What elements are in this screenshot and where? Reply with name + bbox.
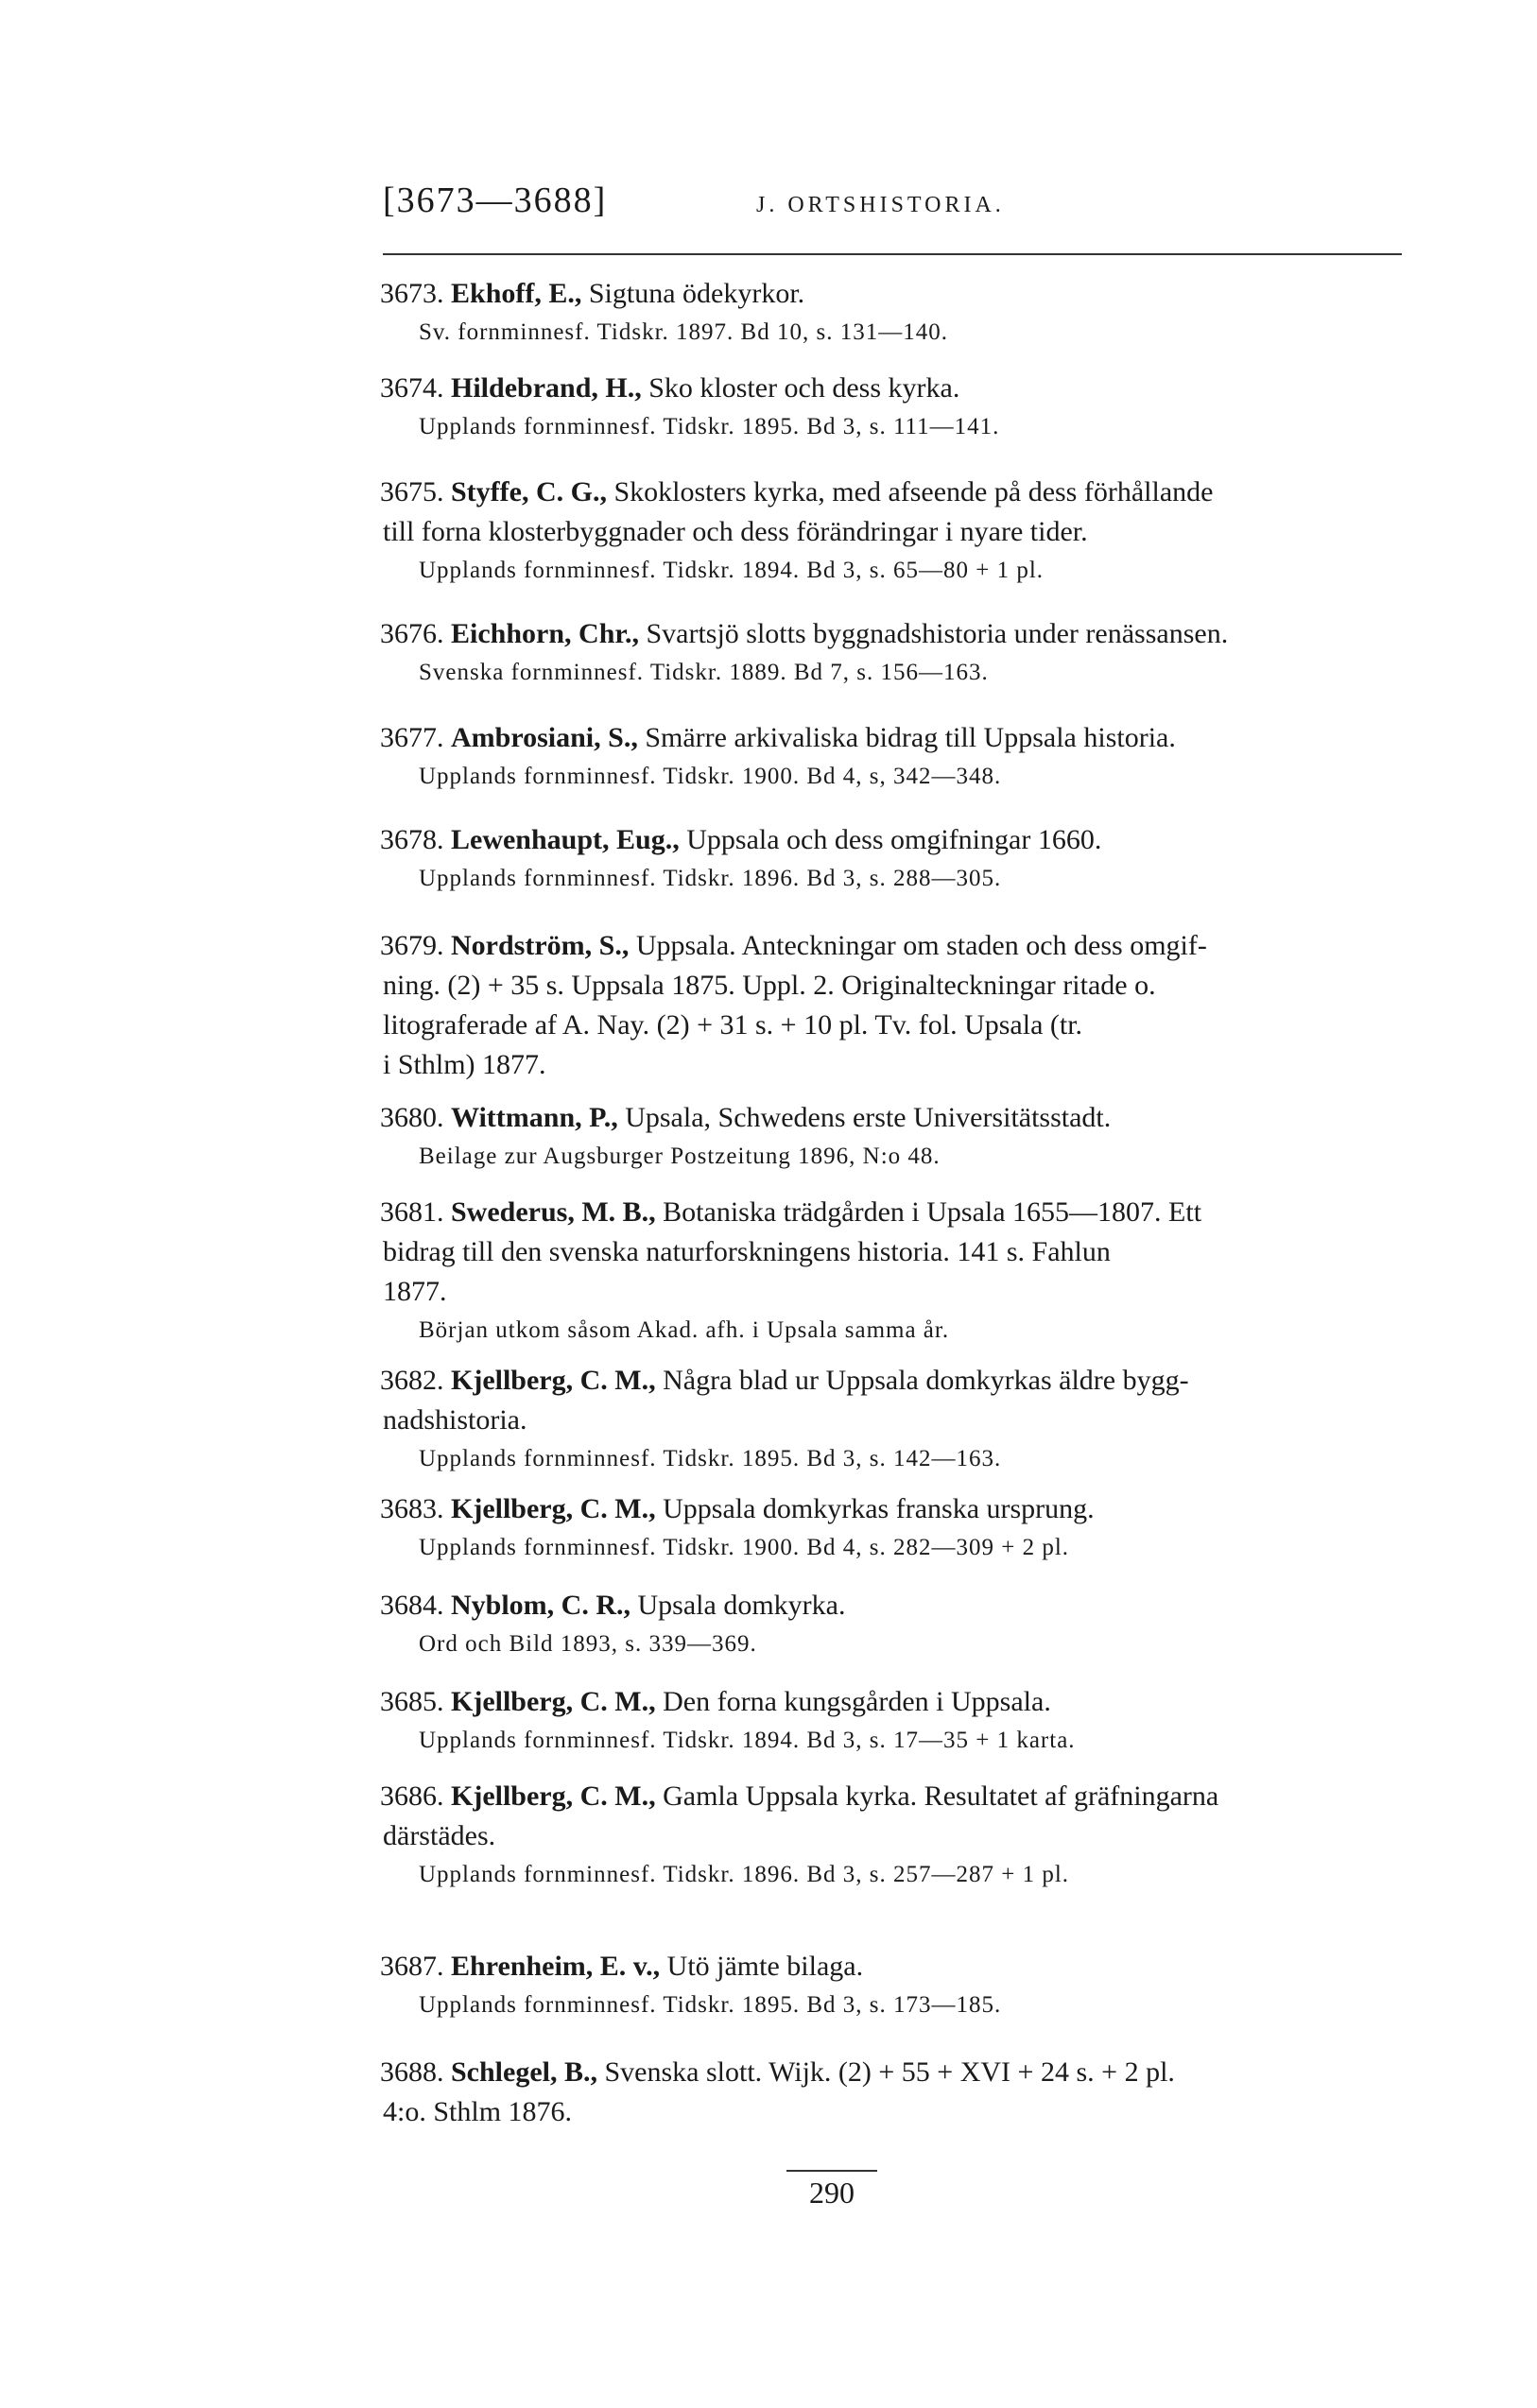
entry-title: Uppsala och dess omgifningar 1660. xyxy=(686,824,1102,855)
entry-first-line xyxy=(380,1361,1408,1401)
bibliography-entry xyxy=(380,473,1408,590)
entry-first-line xyxy=(380,1682,1408,1722)
entry-author: Lewenhaupt, Eug., xyxy=(451,824,680,855)
entry-title: 1877. xyxy=(383,1276,447,1307)
entry-publication: Upplands fornminnesf. Tidskr. 1895. Bd 3, s. 142—163. xyxy=(419,1446,1002,1471)
entry-number: 3674. xyxy=(380,372,444,404)
entry-number: 3673. xyxy=(380,278,444,309)
bibliography-entry xyxy=(380,926,1408,1085)
entry-author: Schlegel, B., xyxy=(451,2056,597,2088)
entry-number: 3687. xyxy=(380,1951,444,1982)
entry-author: Kjellberg, C. M., xyxy=(451,1493,656,1524)
entry-title: Svenska slott. Wijk. (2) + 55 + XVI + 24 s. + 2 pl. xyxy=(604,2056,1175,2088)
entry-first-line xyxy=(380,473,1408,512)
bibliography-entry xyxy=(380,718,1408,796)
entry-continuation-line xyxy=(383,1045,1408,1085)
entry-title: Gamla Uppsala kyrka. Resultatet af gräfningarna xyxy=(663,1780,1219,1812)
entry-first-line xyxy=(380,820,1408,860)
entry-number: 3680. xyxy=(380,1102,444,1133)
entry-first-line xyxy=(380,1489,1408,1529)
entry-publication: Upplands fornminnesf. Tidskr. 1900. Bd 4, s, 342—348. xyxy=(419,764,1002,789)
entry-title: Upsala domkyrka. xyxy=(637,1590,846,1621)
entry-author: Nyblom, C. R., xyxy=(451,1590,631,1621)
entry-number: 3675. xyxy=(380,476,444,507)
entry-author: Nordström, S., xyxy=(451,930,630,961)
entry-title: i Sthlm) 1877. xyxy=(383,1049,546,1080)
entry-first-line xyxy=(380,1193,1408,1232)
entry-author: Kjellberg, C. M., xyxy=(451,1686,656,1717)
entry-continuation-line xyxy=(383,1816,1408,1856)
entry-publication: Beilage zur Augsburger Postzeitung 1896, N:o 48. xyxy=(419,1144,941,1169)
entry-first-line xyxy=(380,2053,1408,2092)
section-title: J. ORTSHISTORIA. xyxy=(756,193,1005,217)
entry-continuation-line xyxy=(383,966,1408,1006)
bibliography-entry xyxy=(380,2053,1408,2132)
entry-number: 3683. xyxy=(380,1493,444,1524)
entry-publication: Ord och Bild 1893, s. 339—369. xyxy=(419,1631,757,1657)
entry-publication: Upplands fornminnesf. Tidskr. 1896. Bd 3, s. 288—305. xyxy=(419,866,1002,891)
entry-first-line xyxy=(380,1586,1408,1625)
entry-number: 3677. xyxy=(380,722,444,753)
entry-title: Sko kloster och dess kyrka. xyxy=(648,372,960,404)
entry-author: Hildebrand, H., xyxy=(451,372,642,404)
entry-first-line xyxy=(380,926,1408,966)
entry-title: bidrag till den svenska naturforskningens historia. 141 s. Fahlun xyxy=(383,1236,1111,1267)
entry-publication: Upplands fornminnesf. Tidskr. 1900. Bd 4, s. 282—309 + 2 pl. xyxy=(419,1535,1070,1560)
entry-title: Utö jämte bilaga. xyxy=(666,1951,864,1982)
entry-title: litograferade af A. Nay. (2) + 31 s. + 10 pl. Tv. fol. Upsala (tr. xyxy=(383,1009,1083,1041)
bibliography-entry xyxy=(380,1361,1408,1478)
entry-number: 3686. xyxy=(380,1780,444,1812)
entry-publication: Upplands fornminnesf. Tidskr. 1896. Bd 3, s. 257—287 + 1 pl. xyxy=(419,1862,1070,1887)
page-number: 290 xyxy=(809,2176,855,2210)
entry-number: 3676. xyxy=(380,618,444,649)
entry-continuation-line xyxy=(383,1272,1408,1312)
page-number-rule xyxy=(786,2170,877,2172)
entry-author: Swederus, M. B., xyxy=(451,1196,656,1228)
entry-publication: Svenska fornminnesf. Tidskr. 1889. Bd 7, s. 156—163. xyxy=(419,660,989,685)
entry-title: Sigtuna ödekyrkor. xyxy=(588,278,805,309)
bibliography-entry xyxy=(380,1586,1408,1663)
entry-continuation-line xyxy=(383,1401,1408,1440)
entry-number: 3684. xyxy=(380,1590,444,1621)
entry-title: 4:o. Sthlm 1876. xyxy=(383,2096,573,2127)
entry-publication: Början utkom såsom Akad. afh. i Upsala samma år. xyxy=(419,1317,950,1343)
bibliography-entry xyxy=(380,274,1408,352)
bibliography-entry xyxy=(380,1489,1408,1567)
entry-first-line xyxy=(380,1947,1408,1987)
entry-title: Skoklosters kyrka, med afseende på dess förhållande xyxy=(613,476,1214,507)
entry-publication: Upplands fornminnesf. Tidskr. 1895. Bd 3, s. 173—185. xyxy=(419,1992,1002,2018)
entry-publication: Upplands fornminnesf. Tidskr. 1894. Bd 3, s. 65—80 + 1 pl. xyxy=(419,558,1045,583)
entry-author: Styffe, C. G., xyxy=(451,476,607,507)
bibliography-entry xyxy=(380,1682,1408,1760)
entry-publication: Sv. fornminnesf. Tidskr. 1897. Bd 10, s. 131—140. xyxy=(419,319,948,345)
entry-author: Ambrosiani, S., xyxy=(451,722,638,753)
header-rule xyxy=(383,253,1402,255)
bibliography-entry xyxy=(380,614,1408,692)
entry-publication: Upplands fornminnesf. Tidskr. 1895. Bd 3, s. 111—141. xyxy=(419,414,1000,439)
bibliography-entry xyxy=(380,1947,1408,2024)
entry-continuation-line xyxy=(383,1006,1408,1045)
entry-author: Kjellberg, C. M., xyxy=(451,1780,656,1812)
entry-title: Svartsjö slotts byggnadshistoria under renässansen. xyxy=(646,618,1229,649)
entry-title: Uppsala. Anteckningar om staden och dess omgif- xyxy=(635,930,1207,961)
entry-range: [3673—3688] xyxy=(383,181,608,220)
bibliography-entry xyxy=(380,820,1408,898)
entry-title: ning. (2) + 35 s. Uppsala 1875. Uppl. 2. Originalteckningar ritade o. xyxy=(383,970,1156,1001)
entry-publication: Upplands fornminnesf. Tidskr. 1894. Bd 3, s. 17—35 + 1 karta. xyxy=(419,1728,1076,1753)
entry-title: därstädes. xyxy=(383,1820,496,1851)
entry-continuation-line xyxy=(383,1232,1408,1272)
entry-number: 3678. xyxy=(380,824,444,855)
entry-first-line xyxy=(380,274,1408,314)
entry-title: Upsala, Schwedens erste Universitätsstadt. xyxy=(625,1102,1112,1133)
entry-author: Kjellberg, C. M., xyxy=(451,1365,656,1396)
entry-title: Några blad ur Uppsala domkyrkas äldre bygg- xyxy=(663,1365,1189,1396)
entry-title: Den forna kungsgården i Uppsala. xyxy=(663,1686,1051,1717)
entry-author: Wittmann, P., xyxy=(451,1102,618,1133)
entry-number: 3681. xyxy=(380,1196,444,1228)
entry-continuation-line xyxy=(383,2092,1408,2132)
entry-number: 3685. xyxy=(380,1686,444,1717)
entry-first-line xyxy=(380,1777,1408,1816)
entry-number: 3679. xyxy=(380,930,444,961)
entry-title: till forna klosterbyggnader och dess förändringar i nyare tider. xyxy=(383,516,1088,547)
bibliography-entry xyxy=(380,369,1408,446)
entry-first-line xyxy=(380,1098,1408,1138)
entry-continuation-line xyxy=(383,512,1408,552)
bibliography-entry xyxy=(380,1777,1408,1894)
bibliography-entry xyxy=(380,1193,1408,1350)
bibliography-entry xyxy=(380,1098,1408,1176)
entry-number: 3682. xyxy=(380,1365,444,1396)
entry-author: Eichhorn, Chr., xyxy=(451,618,639,649)
entry-title: Smärre arkivaliska bidrag till Uppsala historia. xyxy=(645,722,1176,753)
entry-author: Ehrenheim, E. v., xyxy=(451,1951,661,1982)
entry-number: 3688. xyxy=(380,2056,444,2088)
entry-title: Botaniska trädgården i Upsala 1655—1807. Ett xyxy=(663,1196,1202,1228)
page-header xyxy=(383,180,1402,238)
entry-first-line xyxy=(380,614,1408,654)
entry-title: Uppsala domkyrkas franska ursprung. xyxy=(663,1493,1095,1524)
entry-first-line xyxy=(380,718,1408,758)
entry-author: Ekhoff, E., xyxy=(451,278,582,309)
entry-title: nadshistoria. xyxy=(383,1404,527,1436)
entry-first-line xyxy=(380,369,1408,408)
